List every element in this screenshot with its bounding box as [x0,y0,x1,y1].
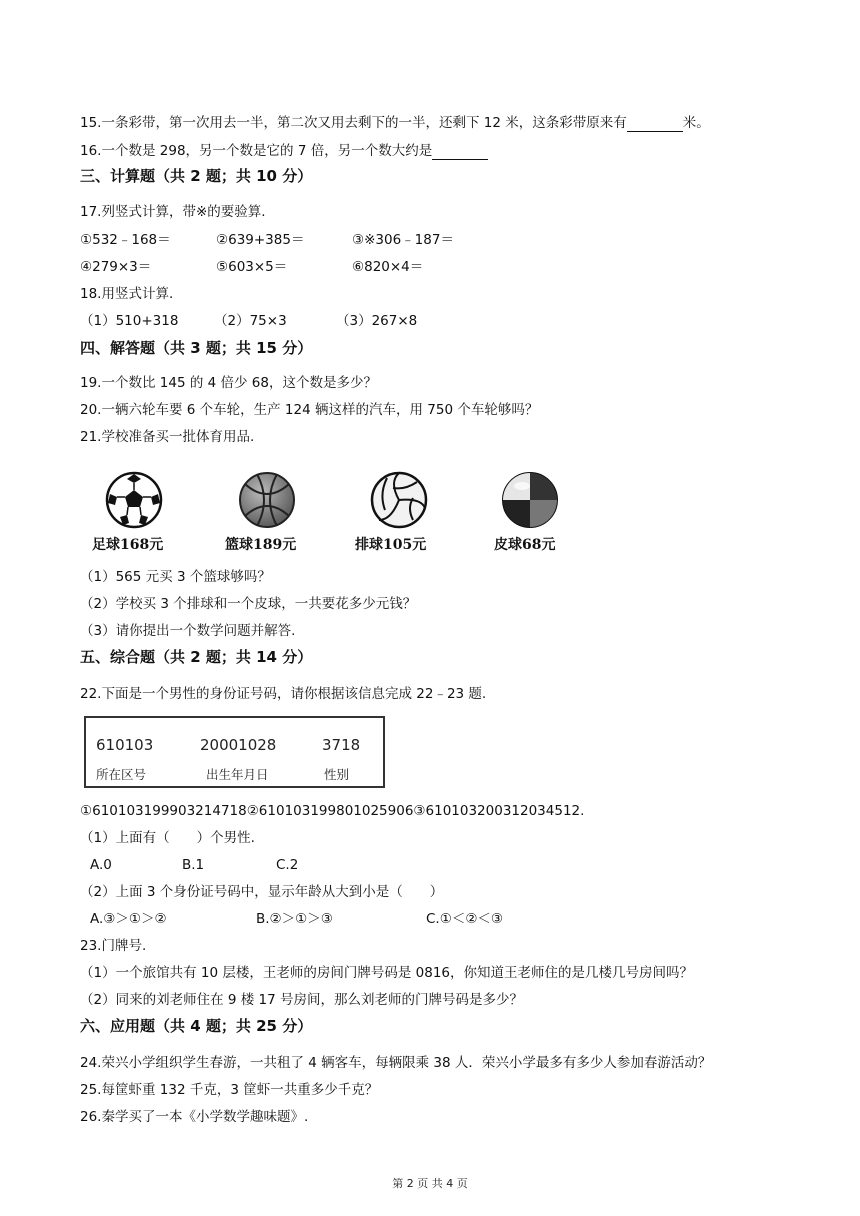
section-heading-6: 六、应用题（共 4 题；共 25 分） [80,1017,313,1035]
soccer-ball-icon [104,470,164,530]
ball-label: 排球105元 [355,537,427,553]
option-a: A.0 [90,857,112,873]
question-19: 19.一个数比 145 的 4 倍少 68，这个数是多少？ [80,375,377,391]
answer-blank [432,145,488,160]
question-20: 20.一辆六轮车要 6 个车轮，生产 124 辆这样的汽车，用 750 个车轮够吗？ [80,402,539,418]
question-15: 15.一条彩带，第一次用去一半，第二次又用去剩下的一半，还剩下 12 米，这条彩带原来有 米。 [80,115,710,131]
q22-id-list: ①610103199903214718②610103199801025906③610103200312034512. [80,803,585,819]
id-part-number: 610103 [96,736,154,754]
q18-item-2: （2）75×3 [214,313,287,329]
q17-item-2: ②639+385＝ [216,232,305,248]
question-22: 22.下面是一个男性的身份证号码，请你根据该信息完成 22﹣23 题. [80,686,487,702]
q21-sub-1: （1）565 元买 3 个篮球够吗？ [80,569,271,585]
q17-item-4: ④279×3＝ [80,259,152,275]
beach-ball-icon [500,470,560,530]
q17-item-3: ③※306﹣187＝ [352,232,454,248]
q22-sub-1: （1）上面有（ ）个男性. [80,830,255,846]
q23-sub-2: （2）同来的刘老师住在 9 楼 17 号房间，那么刘老师的门牌号码是多少？ [80,992,524,1008]
answer-blank [627,117,683,132]
volleyball-icon [369,470,429,530]
id-number-figure [84,716,385,788]
q18-item-3: （3）267×8 [336,313,418,329]
q21-sub-2: （2）学校买 3 个排球和一个皮球，一共要花多少元钱？ [80,596,417,612]
q22-sub-2: （2）上面 3 个身份证号码中，显示年龄从大到小是（ ） [80,884,444,900]
q18-item-1: （1）510+318 [80,313,179,329]
page-footer: 第 2 页 共 4 页 [392,1177,468,1190]
id-part-label: 性别 [324,767,350,782]
question-18: 18.用竖式计算. [80,286,174,302]
question-23: 23.门牌号. [80,938,147,954]
section-heading-3: 三、计算题（共 2 题；共 10 分） [80,167,313,185]
basketball-icon [237,470,297,530]
question-17: 17.列竖式计算，带※的要验算. [80,204,266,220]
q21-sub-3: （3）请你提出一个数学问题并解答. [80,623,296,639]
question-16: 16.一个数是 298，另一个数是它的 7 倍，另一个数大约是 [80,142,488,160]
id-part-number: 20001028 [200,736,277,754]
id-part-label: 出生年月日 [206,767,269,782]
section-heading-4: 四、解答题（共 3 题；共 15 分） [80,339,313,357]
q17-item-1: ①532﹣168＝ [80,232,171,248]
option-b: B.1 [182,857,205,873]
q23-sub-1: （1）一个旅馆共有 10 层楼，王老师的房间门牌号码是 0816，你知道王老师住的是几楼几号房间吗？ [80,965,693,981]
ball-label: 篮球189元 [225,537,297,553]
q17-item-5: ⑤603×5＝ [216,259,288,275]
section-heading-5: 五、综合题（共 2 题；共 14 分） [80,648,313,666]
q17-item-6: ⑥820×4＝ [352,259,424,275]
question-26: 26.秦学买了一本《小学数学趣味题》. [80,1109,309,1125]
option-b: B.②＞①＞③ [256,911,333,927]
option-a: A.③＞①＞② [90,911,167,927]
id-part-label: 所在区号 [96,767,147,782]
option-c: C.2 [276,857,299,873]
question-24: 24.荣兴小学组织学生春游，一共租了 4 辆客车，每辆限乘 38 人．荣兴小学最多有多少人参加春游活动？ [80,1055,712,1071]
question-25: 25.每筐虾重 132 千克，3 筐虾一共重多少千克？ [80,1082,379,1098]
ball-label: 皮球68元 [494,537,556,553]
question-21: 21.学校准备买一批体育用品. [80,429,255,445]
option-c: C.①＜②＜③ [426,911,504,927]
ball-label: 足球168元 [92,537,164,553]
id-part-number: 3718 [322,736,361,754]
